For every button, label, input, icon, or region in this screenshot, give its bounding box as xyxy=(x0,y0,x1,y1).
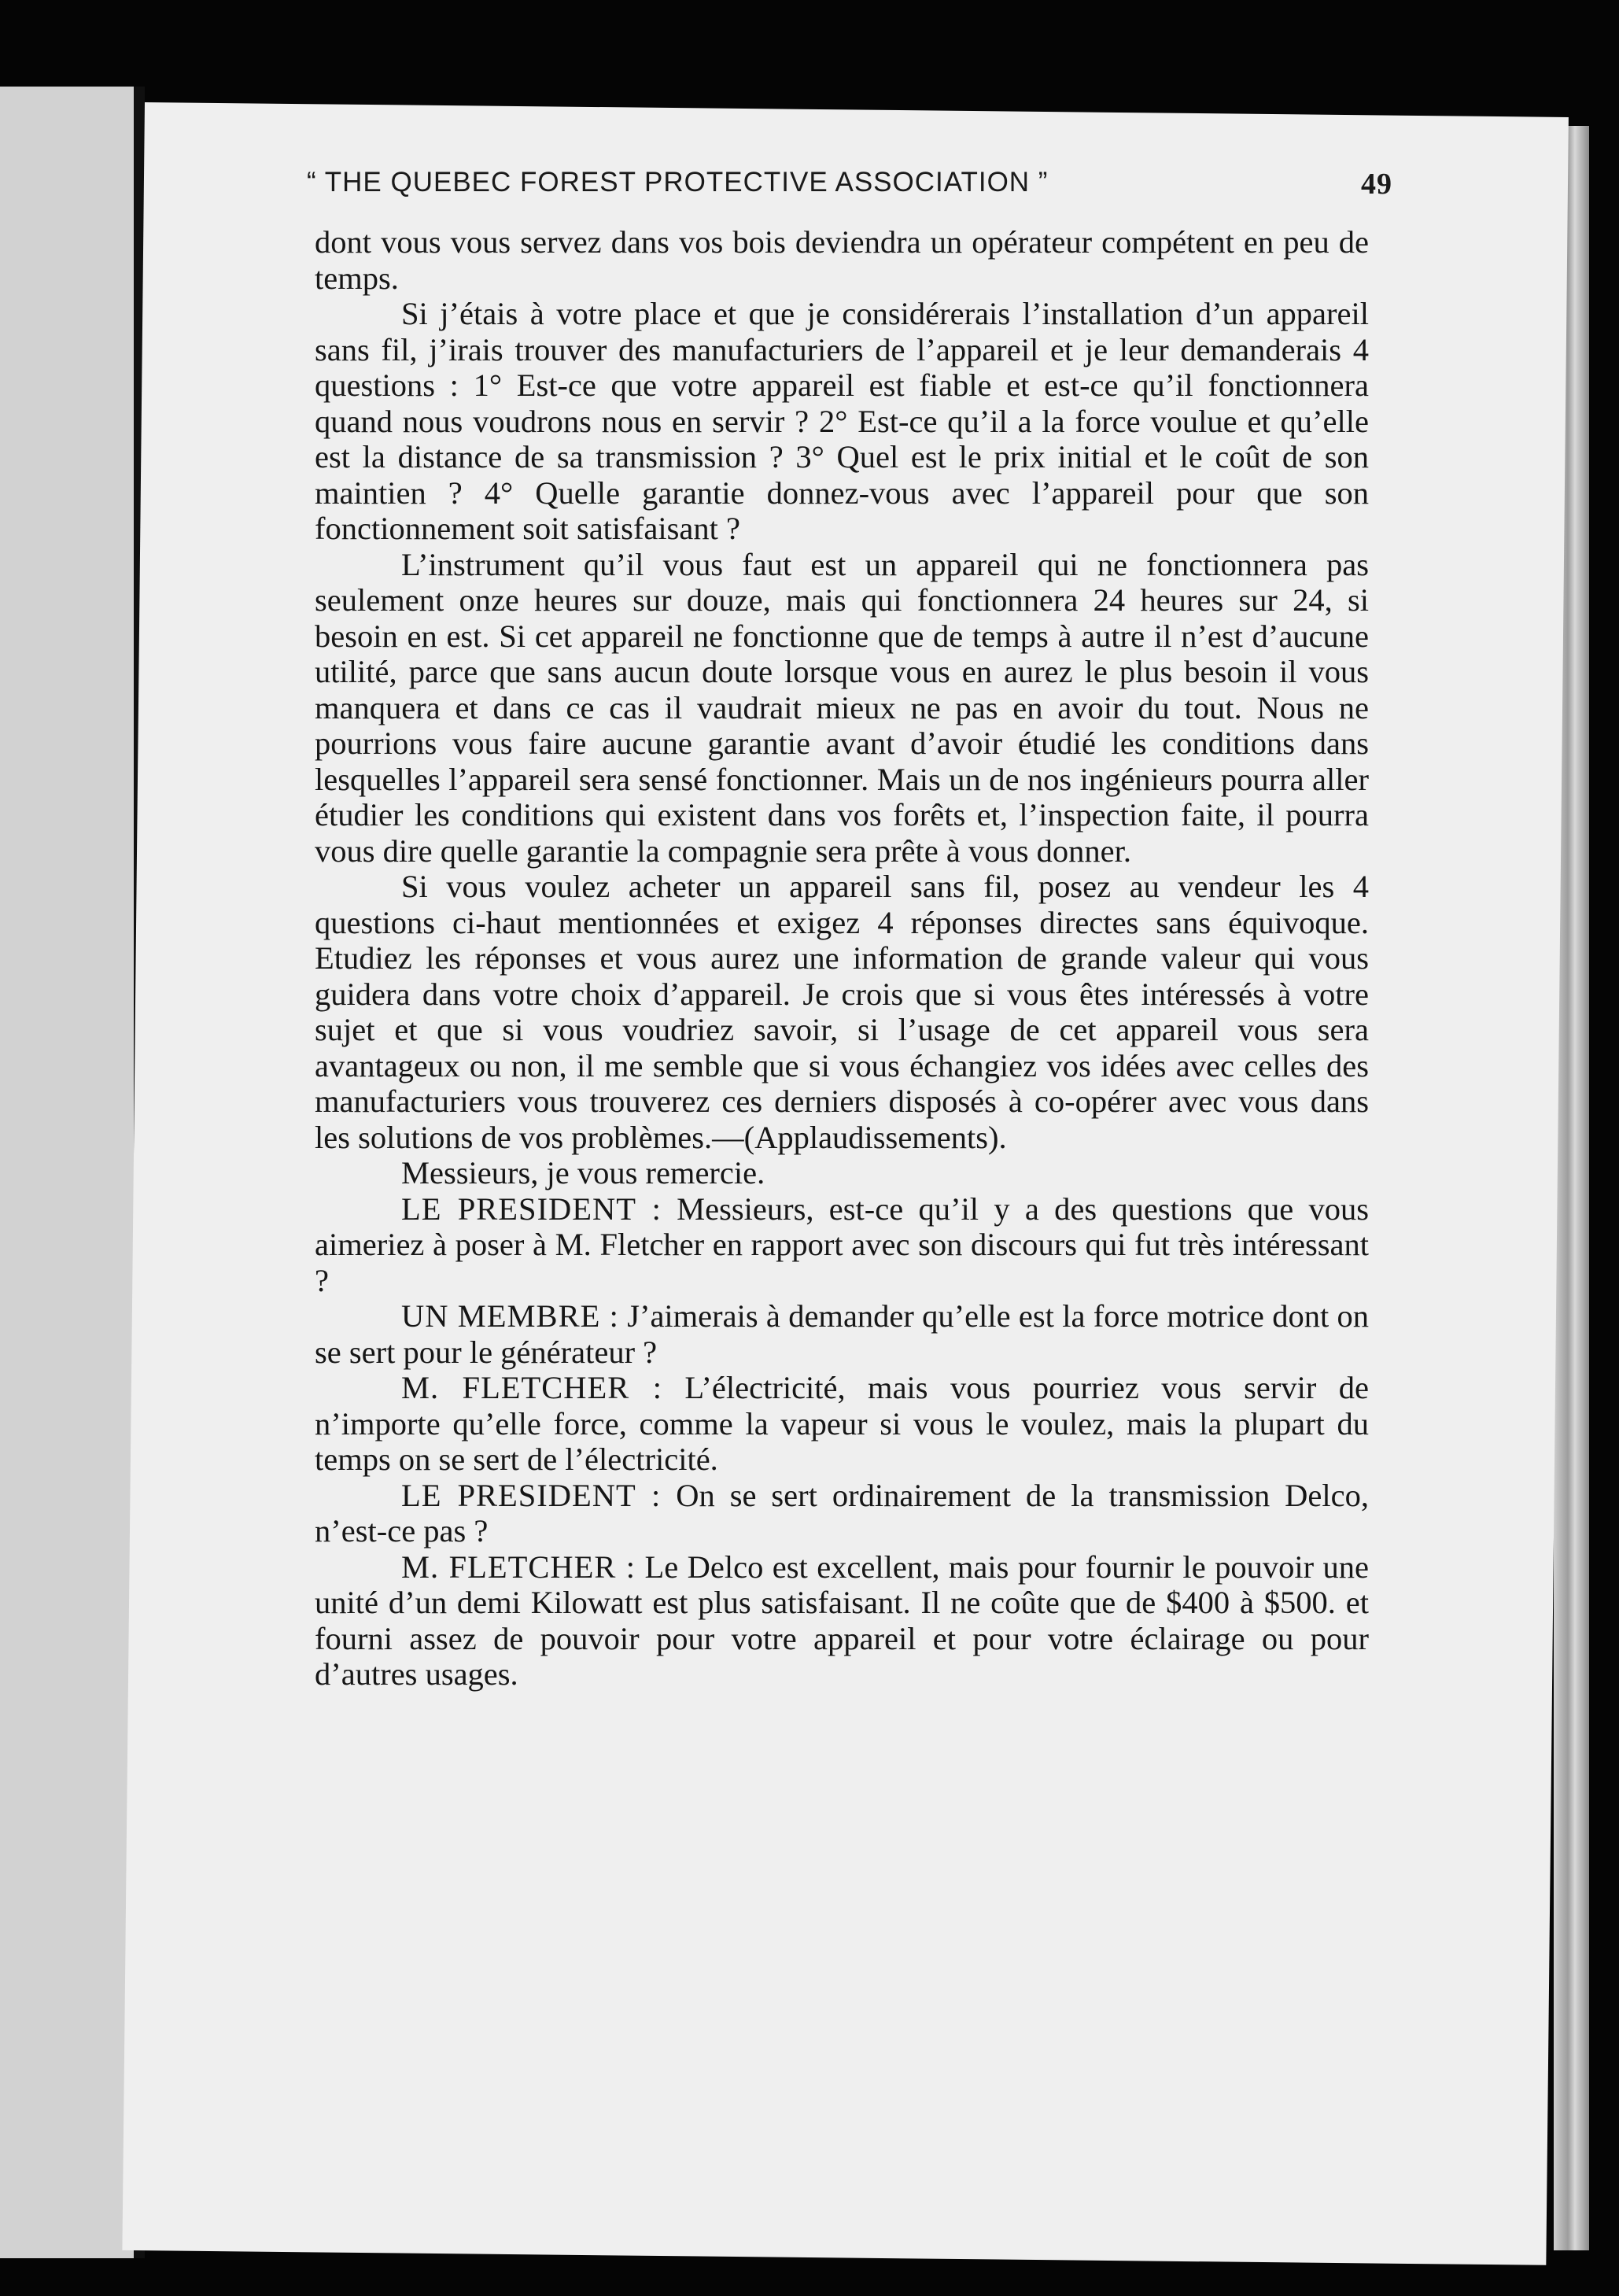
paragraph-text: L’instrument qu’il vous faut est un appareil qui ne fonctionnera pas seulement onze heures sur douze, mais qui fonctionnera 24 heures sur 24, si besoin en est. Si cet appareil ne fonctionne que de temps à autre il n’est d’aucune utilité, parce que sans aucun doute lorsque vous en aurez le plus besoin il vous manquera et dans ce cas il vaudrait mieux ne pas en avoir du tout. Nous ne pourrions vous faire aucune garantie avant d’avoir étudié les conditions dans lesquelles l’appareil sera sensé fonctionner. Mais un de nos ingénieurs pourra aller étudier les conditions qui existent dans vos forêts et, l’inspection faite, il pourra vous dire quelle garantie la compagnie sera prête à vous donner. xyxy=(315,546,1369,869)
running-title: “ THE QUEBEC FOREST PROTECTIVE ASSOCIATION ” xyxy=(307,167,1049,197)
paragraph-text: Si j’étais à votre place et que je considérerais l’installation d’un appareil sans fil, j’irais trouver des manufacturiers de l’appareil et je leur demanderais 4 questions : 1° Est-ce que votre appareil est fiable et est-ce qu’il fonctionnera quand nous voudrons nous en servir ? 2° Est-ce qu’il a la force voulue et qu’elle est la distance de sa transmission ? 3° Quel est le prix initial et le coût de son maintien ? 4° Quelle garantie donnez-vous avec l’appareil pour que son fonctionnement soit satisfaisant ? xyxy=(315,296,1369,546)
speaker-name: M. FLETCHER : xyxy=(401,1549,636,1585)
speaker-name: LE PRESIDENT : xyxy=(401,1477,662,1513)
paragraph xyxy=(315,869,1369,1155)
page-number: 49 xyxy=(1361,168,1392,201)
dialogue-paragraph xyxy=(315,1370,1369,1478)
speaker-name: LE PRESIDENT : xyxy=(401,1190,662,1227)
running-header xyxy=(307,167,1392,201)
speaker-name: UN MEMBRE : xyxy=(401,1298,619,1334)
paragraph-text: Le Delco est excellent, mais pour fournir le pouvoir une unité d’un demi Kilowatt est plus satisfaisant. Il ne coûte que de $400 à $500. et fourni assez de pouvoir pour votre appareil et pour votre éclairage ou pour d’autres usages. xyxy=(315,1549,1370,1692)
paragraph-text: Messieurs, je vous remercie. xyxy=(401,1155,765,1190)
body-text xyxy=(315,224,1369,1692)
dialogue-paragraph xyxy=(315,1478,1369,1549)
facing-page-edge xyxy=(0,87,134,2258)
paragraph-text: dont vous vous servez dans vos bois deviendra un opérateur compétent en peu de temps. xyxy=(315,224,1369,296)
paragraph xyxy=(315,224,1369,296)
paragraph-text: L’électricité, mais vous pourriez vous servir de n’importe qu’elle force, comme la vapeur si vous le voulez, mais la plupart du temps on se sert de l’électricité. xyxy=(315,1370,1369,1477)
dialogue-paragraph xyxy=(315,1191,1369,1299)
paragraph-text: Si vous voulez acheter un appareil sans fil, posez au vendeur les 4 questions ci-haut mentionnées et exigez 4 réponses directes sans équivoque. Etudiez les réponses et vous aurez une information de grande valeur qui vous guidera dans votre choix d’appareil. Je crois que si vous êtes intéressés à votre sujet et que si vous voudriez savoir, si l’usage de cet appareil vous sera avantageux ou non, il me semble que si vous échangiez vos idées avec celles des manufacturiers vous trouverez ces derniers disposés à co-opérer avec vous dans les solutions de vos problèmes.—(Applaudissements). xyxy=(315,869,1369,1155)
paragraph xyxy=(315,296,1369,547)
dialogue-paragraph xyxy=(315,1549,1369,1692)
paragraph-text: On se sert ordinairement de la transmission Delco, n’est-ce pas ? xyxy=(315,1477,1370,1549)
paragraph xyxy=(315,1155,1369,1191)
paragraph xyxy=(315,547,1369,869)
dialogue-paragraph xyxy=(315,1298,1369,1370)
speaker-name: M. FLETCHER : xyxy=(401,1370,662,1405)
paragraph-text: Messieurs, est-ce qu’il y a des questions que vous aimeriez à poser à M. Fletcher en rapport avec son discours qui fut très intéressant ? xyxy=(315,1190,1369,1298)
paragraph-text: J’aimerais à demander qu’elle est la force motrice dont on se sert pour le générateur ? xyxy=(315,1298,1370,1370)
